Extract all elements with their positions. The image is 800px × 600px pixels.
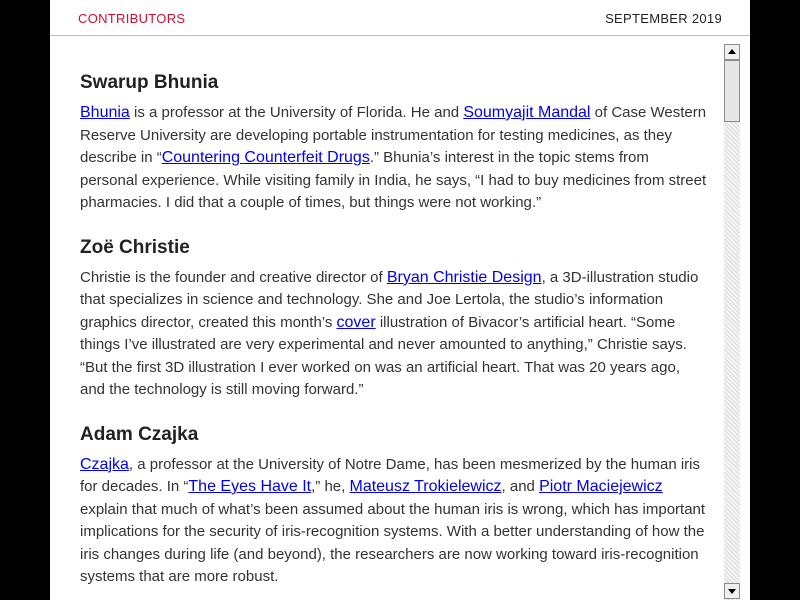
contributor-name: Swarup Bhunia	[80, 72, 219, 93]
bio-link[interactable]: cover	[336, 313, 376, 331]
bio-text: is a professor at the University of Florida. He and	[129, 104, 464, 121]
contributor-entry	[80, 70, 708, 215]
contributor-name: Zoë Christie	[80, 236, 190, 258]
page-header	[50, 0, 750, 36]
bio-text: , and	[501, 478, 540, 495]
bio-link[interactable]: Piotr Maciejewicz	[539, 478, 663, 495]
bio-link[interactable]: Countering Counterfeit Drugs	[161, 149, 370, 166]
bio-text: ,” he,	[311, 478, 350, 495]
issue-date: SEPTEMBER 2019	[605, 11, 722, 26]
bio-link[interactable]: Mateusz Trokielewicz	[349, 478, 502, 495]
scroll-up-button[interactable]	[724, 44, 740, 60]
bio-link[interactable]: Soumyajit Mandal	[463, 104, 591, 121]
bio-text: explain that much of what’s been assumed about the human iris is wrong, which has important implications for the security of iris-recognition systems. With a better understanding of how the iris changes during life (and beyond), the researchers are now working toward iris-recognition systems that are more robust.	[80, 500, 706, 585]
bio-text: illustration of Bivacor’s artificial heart. “Some things I’ve illustrated are very experimental and never amounted to anything,” Christie says. “But the first 3D illustration I ever worked on was an artificial heart. That was 20 years ago, and the technology is still moving forward.”	[80, 313, 687, 398]
bio-link[interactable]: Czajka	[80, 455, 129, 473]
contributor-entry	[80, 235, 708, 402]
bio-link[interactable]: The Eyes Have It	[188, 478, 312, 495]
bio-text: of Case Western Reserve University are developing portable instrumentation for testing medicines, as they describe in “	[80, 104, 707, 166]
scroll-down-button[interactable]	[724, 583, 740, 599]
contributor-name: Adam Czajka	[80, 423, 199, 445]
bio-link[interactable]: Bryan Christie Design	[386, 268, 542, 286]
contributor-entry	[80, 422, 708, 589]
scrollbar-thumb[interactable]	[724, 60, 740, 122]
bio-text: , a professor at the University of Notre Dame, has been mesmerized by the human iris for decades. In “	[80, 455, 700, 495]
triangle-down-icon	[728, 589, 736, 594]
contributors-list	[80, 70, 708, 600]
contributor-bio	[80, 102, 708, 215]
bio-link[interactable]: Bhunia	[80, 104, 130, 121]
contributor-bio	[80, 267, 708, 402]
bio-text: , a 3D-illustration studio that specializes in science and technology. She and Joe Lertola, the studio’s information graphics director, created this month’s	[80, 268, 699, 331]
triangle-up-icon	[728, 49, 736, 54]
section-label: CONTRIBUTORS	[78, 11, 186, 26]
article-page	[50, 0, 750, 600]
vertical-scrollbar[interactable]	[724, 44, 740, 600]
bio-text: Christie is the founder and creative director of	[80, 268, 387, 286]
contributor-bio	[80, 454, 708, 589]
bio-text: .” Bhunia’s interest in the topic stems from personal experience. While visiting family in India, he says, “I had to buy medicines from street pharmacies. I did that a couple of times, but things were not working.”	[80, 149, 707, 211]
